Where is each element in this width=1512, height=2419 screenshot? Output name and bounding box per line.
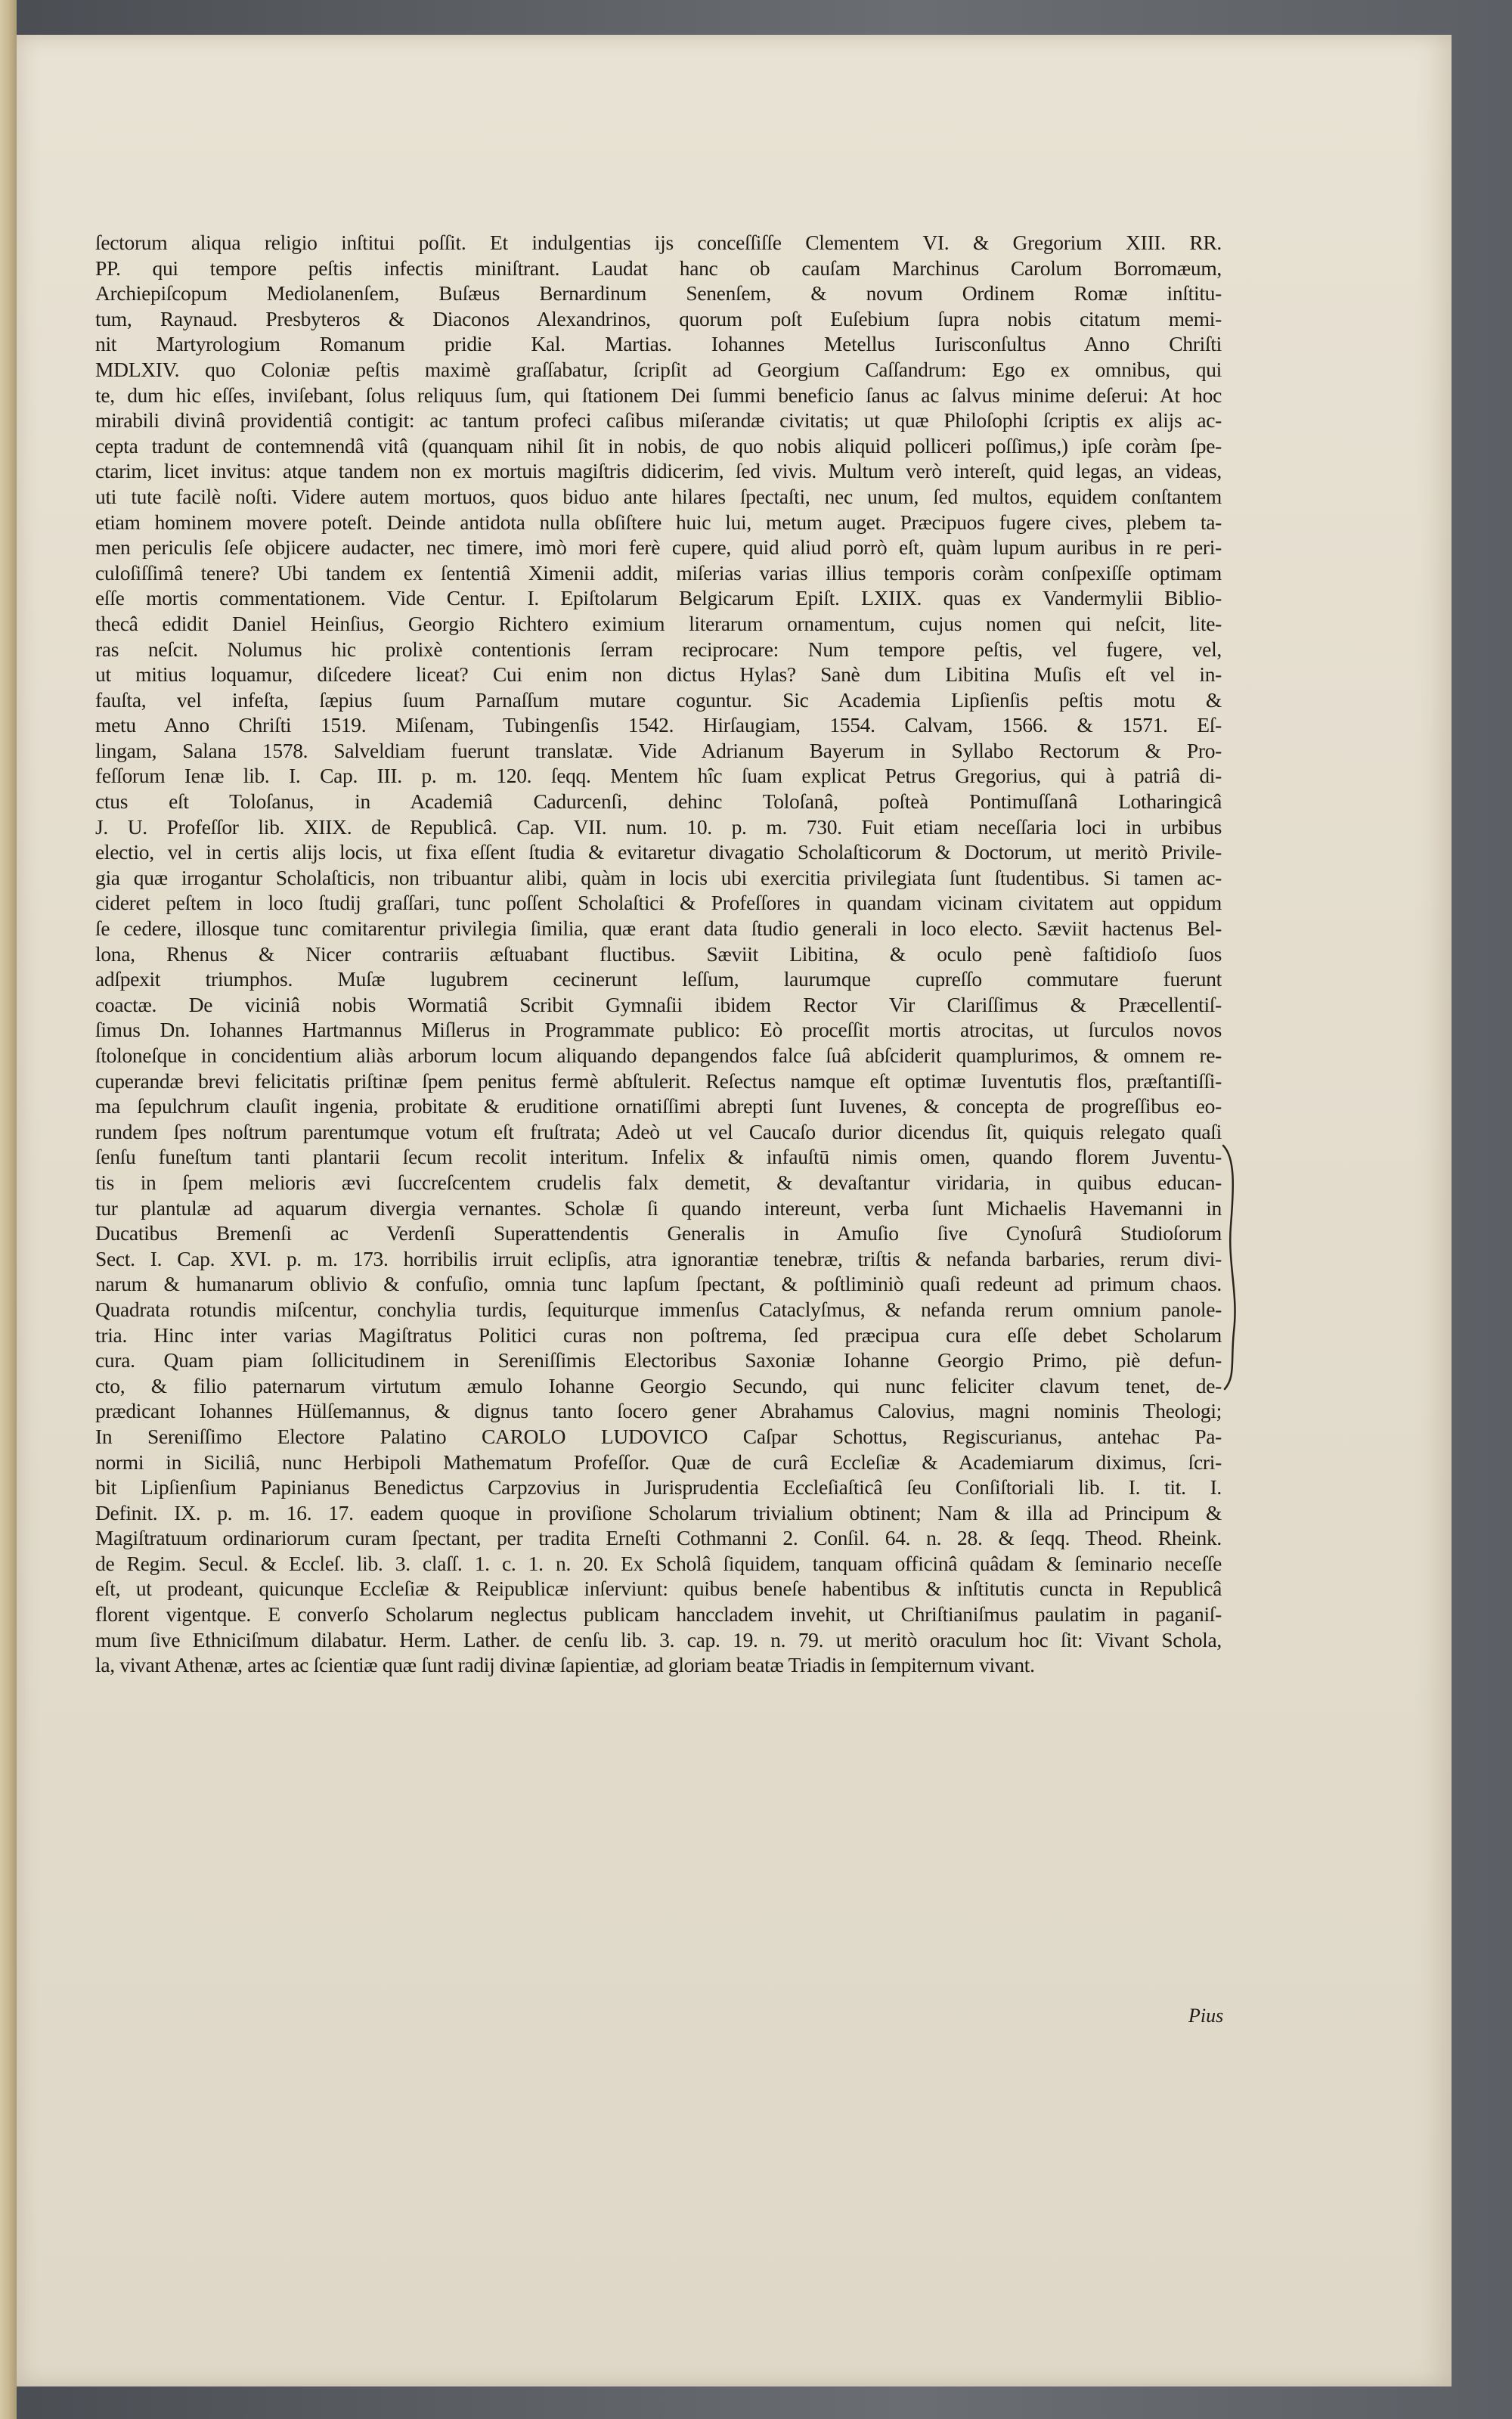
- text-line: PP. qui tempore peſtis infectis miniſtrant. Laudat hanc ob cauſam Marchinus Carolum Borromæum,: [95, 256, 1222, 280]
- text-line: tria. Hinc inter varias Magiſtratus Politici curas non poſtrema, ſed præcipua cura eſſe debet Scholarum: [95, 1323, 1222, 1347]
- text-line: etiam hominem movere poteſt. Deinde antidota nulla obſiſtere huic lui, metum auget. Præcipuos fugere cives, plebem ta-: [95, 510, 1222, 534]
- margin-bracket-mark: [1220, 1143, 1243, 1392]
- text-line: nit Martyrologium Romanum pridie Kal. Martias. Iohannes Metellus Iurisconſultus Anno Chriſti: [95, 332, 1222, 356]
- text-line: cepta tradunt de contemnendâ vitâ (quanquam nihil ſit in nobis, de quo nobis aliquid polliceri poſſimus,) ipſe coràm ſpe-: [95, 433, 1222, 457]
- text-line: uti tute facilè noſti. Videre autem mortuos, quos biduo ante hilares ſpectaſti, nec unum, ſed multos, equidem conſtantem: [95, 484, 1222, 508]
- text-line: cideret peſtem in loco ſtudij graſſari, tunc poſſent Scholaſtici & Profeſſores in quandam vicinam civitatem aut oppidum: [95, 891, 1222, 915]
- text-line: ctus eſt Toloſanus, in Academiâ Cadurcenſi, dehinc Toloſanâ, poſteà Pontimuſſanâ Lotharingicâ: [95, 789, 1222, 814]
- text-line: feſſorum Ienæ lib. I. Cap. III. p. m. 120. ſeqq. Mentem hîc ſuam explicat Petrus Gregorius, qui à patriâ di-: [95, 764, 1222, 788]
- text-line: ſenſu funeſtum tanti plantarii ſecum recolit interitum. Infelix & infauſtū nimis omen, quando florem Juventu-: [95, 1145, 1222, 1169]
- text-line: culoſiſſimâ tenere? Ubi tandem ex ſententiâ Ximenii addit, miſerias varias illius temporis coràm conſpexiſſe optimam: [95, 560, 1222, 585]
- text-line: prædicant Iohannes Hülſemannus, & dignus tanto ſocero gener Abrahamus Calovius, magni nominis Theologi;: [95, 1399, 1222, 1423]
- text-line: bit Lipſienſium Papinianus Benedictus Carpzovius in Jurisprudentia Eccleſiaſticâ ſeu Conſiſtoriali lib. I. tit. I.: [95, 1475, 1222, 1499]
- text-line: rundem ſpes noſtrum parentumque votum eſt fruſtrata; Adeò ut vel Caucaſo durior dicendus ſit, quiquis relegato quaſi: [95, 1119, 1222, 1143]
- text-line: eſſe mortis commentationem. Vide Centur. I. Epiſtolarum Belgicarum Epiſt. LXIIX. quas ex Vandermylii Biblio-: [95, 586, 1222, 610]
- binding-edge: [0, 0, 17, 2419]
- text-line: gia quæ irrogantur Scholaſticis, non tribuantur alibi, quàm in locis ubi exercitia privilegiata ſunt ſtudentibus. Si tamen ac-: [95, 865, 1222, 889]
- text-line: la, vivant Athenæ, artes ac ſcientiæ quæ ſunt radij divinæ ſapientiæ, ad gloriam beatæ Triadis in ſempiternum vivant.: [95, 1653, 1035, 1677]
- text-line: metu Anno Chriſti 1519. Miſenam, Tubingenſis 1542. Hirſaugiam, 1554. Calvam, 1566. & 1571. Eſ-: [95, 713, 1222, 737]
- catchword: Pius: [1188, 2005, 1224, 2027]
- text-line: Ducatibus Bremenſi ac Verdenſi Superattendentis Generalis in Amuſio ſive Cynoſurâ Studioſorum: [95, 1221, 1222, 1245]
- body-text: [95, 230, 1222, 1678]
- text-line: tur plantulæ ad aquarum divergia vernantes. Scholæ ſi quando intereunt, verba ſunt Michaelis Havemanni in: [95, 1196, 1222, 1220]
- text-line: Quadrata rotundis miſcentur, conchylia turdis, ſequiturque immenſus Cataclyſmus, & nefanda rerum omnium panole-: [95, 1297, 1222, 1321]
- text-line: J. U. Profeſſor lib. XIIX. de Republicâ. Cap. VII. num. 10. p. m. 730. Fuit etiam neceſſaria loci in urbibus: [95, 814, 1222, 839]
- text-line: ut mitius loquamur, diſcedere liceat? Cui enim non dictus Hylas? Sanè dum Libitina Muſis eſt vel in-: [95, 662, 1222, 687]
- text-line: cuperandæ brevi felicitatis priſtinæ ſpem penitus fermè abſtulerit. Reſectus namque eſt optimæ Iuventutis flos, præſtantiſſi-: [95, 1068, 1222, 1093]
- text-line: cura. Quam piam ſollicitudinem in Sereniſſimis Electoribus Saxoniæ Iohanne Georgio Primo, piè defun-: [95, 1348, 1222, 1372]
- text-line: mum ſive Ethniciſmum dilabatur. Herm. Lather. de cenſu lib. 3. cap. 19. n. 79. ut meritò oraculum hoc ſit: Vivant Schola,: [95, 1627, 1222, 1651]
- text-line: de Regim. Secul. & Eccleſ. lib. 3. claſſ. 1. c. 1. n. 20. Ex Scholâ ſiquidem, tanquam officinâ quâdam & ſeminario neceſſe: [95, 1551, 1222, 1575]
- text-line: mirabili divinâ providentiâ contigit: ac tantum profeci caſibus miſerandæ civitatis; ut quæ Philoſophi ſcriptis ex alijs ac-: [95, 408, 1222, 433]
- text-line: men periculis ſeſe objicere audacter, nec timere, imò mori ferè cupere, quid aliud porrò eſt, quàm lupum auribus in re peri-: [95, 535, 1222, 560]
- text-line: te, dum hic eſſes, inviſebant, ſolus reliquus ſum, qui ſtationem Dei ſummi beneficio ſanus ac ſalvus minime deſerui: At hoc: [95, 383, 1222, 407]
- text-line: ſimus Dn. Iohannes Hartmannus Miſlerus in Programmate publico: Eò proceſſit mortis atrocitas, ut ſurculos novos: [95, 1018, 1222, 1042]
- text-line: electio, vel in certis alijs locis, ut fixa eſſent ſtudia & evitaretur divagatio Scholaſticorum & Doctorum, ut meritò Privile-: [95, 840, 1222, 864]
- text-line: fauſta, vel infeſta, ſæpius ſuum Parnaſſum mutare coguntur. Sic Academia Lipſienſis peſtis motu &: [95, 687, 1222, 712]
- text-line: tum, Raynaud. Presbyteros & Diaconos Alexandrinos, quorum poſt Euſebium ſupra nobis citatum memi-: [95, 306, 1222, 330]
- text-line: florent vigentque. E converſo Scholarum neglectus publicam hanccladem invehit, ut Chriſtianiſmus paulatim in paganiſ-: [95, 1602, 1222, 1627]
- text-line: Sect. I. Cap. XVI. p. m. 173. horribilis irruit eclipſis, atra ignorantiæ tenebræ, triſtis & nefanda barbaries, rerum divi-: [95, 1246, 1222, 1270]
- text-line: tis in ſpem melioris ævi ſuccreſcentem crudelis falx demetit, & devaſtantur viridaria, in quibus educan-: [95, 1170, 1222, 1194]
- document-page: [17, 35, 1452, 2386]
- text-line: MDLXIV. quo Coloniæ peſtis maximè graſſabatur, ſcripſit ad Georgium Caſſandrum: Ego ex omnibus, qui: [95, 357, 1222, 381]
- text-line: In Sereniſſimo Electore Palatino CAROLO LUDOVICO Caſpar Schottus, Regiscurianus, antehac Pa-: [95, 1424, 1222, 1448]
- text-line: Magiſtratuum ordinariorum curam ſpectant, per tradita Erneſti Cothmanni 2. Conſil. 64. n. 28. & ſeqq. Theod. Rheink.: [95, 1526, 1222, 1550]
- text-line: thecâ edidit Daniel Heinſius, Georgio Richtero eximium literarum ornamentum, cujus nomen qui neſcit, lite-: [95, 611, 1222, 635]
- text-line: ſtoloneſque in concidentium aliàs arborum locum aliquando depangendos falce ſuâ abſciderit quamplurimos, & omnem re-: [95, 1044, 1222, 1067]
- text-line: normi in Siciliâ, nunc Herbipoli Mathematum Profeſſor. Quæ de curâ Eccleſiæ & Academiarum diximus, ſcri-: [95, 1450, 1222, 1474]
- text-line: lona, Rhenus & Nicer contrariis æſtuabant fluctibus. Sæviit Libitina, & oculo penè faſtidioſo ſuos: [95, 941, 1222, 966]
- text-line: ma ſepulchrum clauſit ingenia, probitate & eruditione ornatiſſimi abrepti ſunt Iuvenes, & concepta de progreſſibus eo-: [95, 1094, 1222, 1118]
- text-line: ctarim, licet invitus: atque tandem non ex mortuis magiſtris didicerim, ſed vivis. Multum verò intereſt, quid legas, an videas,: [95, 459, 1222, 483]
- text-line: narum & humanarum oblivio & confuſio, omnia tunc lapſum ſpectant, & poſtliminiò quaſi redeunt ad primum chaos.: [95, 1272, 1222, 1296]
- text-line: cto, & filio paternarum virtutum æmulo Iohanne Georgio Secundo, qui nunc feliciter clavum tenet, de-: [95, 1373, 1222, 1397]
- text-line: lingam, Salana 1578. Salveldiam fuerunt translatæ. Vide Adrianum Bayerum in Syllabo Rectorum & Pro-: [95, 738, 1222, 762]
- text-line: Archiepiſcopum Mediolanenſem, Buſæus Bernardinum Senenſem, & novum Ordinem Romæ inſtitu-: [95, 281, 1222, 305]
- text-line: ſectorum aliqua religio inſtitui poſſit. Et indulgentias ijs conceſſiſſe Clementem VI. & Gregorium XIII. RR.: [95, 231, 1222, 254]
- text-line: eſt, ut prodeant, quicunque Eccleſiæ & Reipublicæ inſerviunt: quibus beneſe habentibus & inſtitutis cuncta in Republicâ: [95, 1577, 1222, 1601]
- text-line: coactæ. De viciniâ nobis Wormatiâ Scribit Gymnaſii ibidem Rector Vir Clariſſimus & Præcellentiſ-: [95, 992, 1222, 1016]
- text-line: Definit. IX. p. m. 16. 17. eadem quoque in proviſione Scholarum trivialium obtinent; Nam & illa ad Principum &: [95, 1500, 1222, 1524]
- text-line: ſe cedere, illosque tunc comitarentur privilegia ſimilia, quæ erant data ſtudio generali in loco electo. Sæviit hactenus Bel-: [95, 916, 1222, 941]
- text-line: adſpexit triumphos. Muſæ lugubrem cecinerunt leſſum, laurumque cupreſſo commutare fuerunt: [95, 967, 1222, 991]
- text-line: ras neſcit. Nolumus hic prolixè contentionis ſerram reciprocare: Num tempore peſtis, vel fugere, vel,: [95, 637, 1222, 661]
